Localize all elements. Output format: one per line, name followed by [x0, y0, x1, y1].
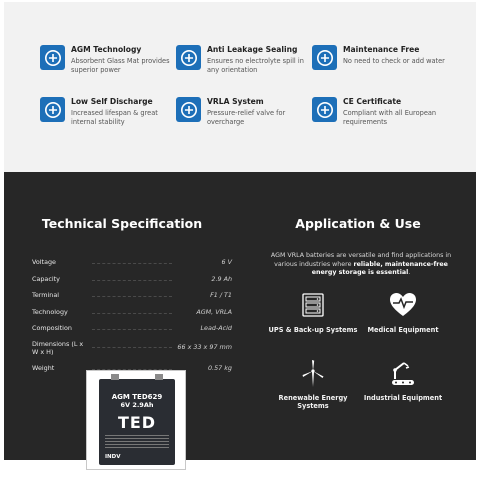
- battery-photo: [99, 379, 175, 465]
- wind-turbine-icon: [298, 358, 328, 388]
- application-desc-end: .: [408, 269, 411, 276]
- spec-row-voltage: [32, 258, 232, 272]
- battery-rating: 6V 2.9Ah: [120, 401, 154, 409]
- spec-value: 66 x 33 x 97 mm: [177, 343, 232, 351]
- feature-desc: Increased lifespan & great internal stability: [71, 109, 158, 126]
- robot-arm-icon: [388, 358, 418, 388]
- specs-heading: Technical Specification: [41, 216, 203, 231]
- battery-logo: TED: [117, 413, 157, 432]
- spec-label: Technology: [32, 308, 68, 316]
- feature-title: VRLA System: [207, 97, 264, 106]
- spec-row-technology: [32, 308, 232, 322]
- specs-section: [4, 172, 476, 460]
- heart-pulse-icon: [388, 290, 418, 320]
- features-panel: [4, 2, 476, 172]
- spec-value: Lead-Acid: [200, 324, 232, 332]
- spec-label: Terminal: [32, 291, 60, 299]
- application-description: [266, 252, 456, 278]
- feature-desc: Compliant with all European requirements: [343, 109, 437, 126]
- feature-low-self-discharge: [40, 97, 175, 137]
- battery-model: AGM TED629: [111, 393, 163, 401]
- feature-title: Anti Leakage Sealing: [207, 45, 298, 54]
- feature-title: Maintenance Free: [343, 45, 420, 54]
- application-desc-text: AGM VRLA batteries are versatile and find applications in various industries where: [270, 252, 452, 268]
- use-label: Medical Equipment: [367, 326, 439, 334]
- battery-brand: INDV: [105, 454, 121, 460]
- spec-row-composition: [32, 324, 232, 338]
- feature-agm-technology: [40, 45, 175, 85]
- product-image: [86, 370, 186, 470]
- spec-divider: [92, 296, 172, 297]
- spec-divider: [92, 280, 172, 281]
- feature-desc: No need to check or add water: [343, 57, 445, 65]
- feature-desc: Absorbent Glass Mat provides superior power: [71, 57, 170, 74]
- spec-label: Composition: [32, 324, 72, 332]
- spec-value: 6 V: [221, 258, 232, 266]
- feature-anti-leakage: [176, 45, 311, 85]
- feature-vrla-system: [176, 97, 311, 137]
- battery-terminal: [155, 374, 163, 380]
- plus-icon: [312, 45, 337, 70]
- plus-icon: [40, 97, 65, 122]
- use-renewable: [263, 358, 363, 411]
- use-ups-backup: [263, 290, 363, 334]
- application-desc-bold: reliable, maintenance-free energy storage is essential: [311, 260, 448, 276]
- application-heading: Application & Use: [295, 216, 421, 231]
- spec-value: F1 / T1: [210, 291, 232, 299]
- feature-ce-certificate: [312, 97, 447, 137]
- spec-divider: [92, 263, 172, 264]
- spec-row-dimensions: [32, 340, 232, 358]
- spec-label: Voltage: [32, 258, 56, 266]
- spec-value: 0.57 kg: [207, 364, 232, 372]
- plus-icon: [40, 45, 65, 70]
- use-label: Renewable Energy Systems: [278, 394, 348, 411]
- spec-label: Weight: [32, 364, 55, 372]
- feature-title: Low Self Discharge: [71, 97, 153, 106]
- use-label: Industrial Equipment: [363, 394, 443, 402]
- spec-divider: [92, 329, 172, 330]
- spec-label: Dimensions (L x W x H): [32, 340, 84, 356]
- use-medical: [353, 290, 453, 334]
- plus-icon: [176, 97, 201, 122]
- feature-desc: Pressure-relief valve for overcharge: [207, 109, 286, 126]
- spec-divider: [92, 347, 172, 348]
- server-icon: [298, 290, 328, 320]
- spec-value: 2.9 Ah: [211, 275, 232, 283]
- spec-row-capacity: [32, 275, 232, 289]
- feature-title: CE Certificate: [343, 97, 402, 106]
- battery-fine-print: [105, 435, 169, 451]
- spec-value: AGM, VRLA: [196, 308, 232, 316]
- feature-maintenance-free: [312, 45, 447, 85]
- use-industrial: [353, 358, 453, 402]
- spec-label: Capacity: [32, 275, 60, 283]
- feature-title: AGM Technology: [71, 45, 142, 54]
- battery-terminal: [111, 374, 119, 380]
- spec-row-terminal: [32, 291, 232, 305]
- plus-icon: [312, 97, 337, 122]
- feature-desc: Ensures no electrolyte spill in any orientation: [207, 57, 304, 74]
- spec-divider: [92, 313, 172, 314]
- plus-icon: [176, 45, 201, 70]
- use-label: UPS & Back-up Systems: [268, 326, 358, 334]
